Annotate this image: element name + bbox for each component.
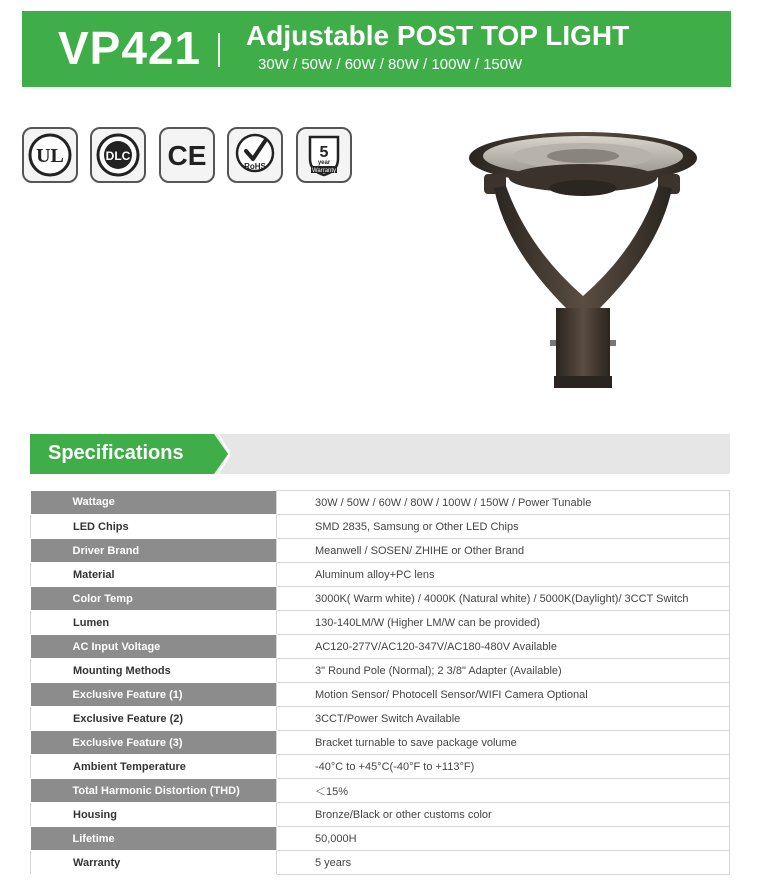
spec-value: 3" Round Pole (Normal); 2 3/8" Adapter (Available) bbox=[277, 659, 730, 683]
spec-row bbox=[31, 587, 730, 611]
spec-value: Bracket turnable to save package volume bbox=[277, 731, 730, 755]
spec-value: 50,000H bbox=[277, 827, 730, 851]
spec-label: Warranty bbox=[31, 851, 277, 875]
spec-value: Motion Sensor/ Photocell Sensor/WIFI Camera Optional bbox=[277, 683, 730, 707]
specifications-table bbox=[30, 490, 730, 875]
spec-label: Ambient Temperature bbox=[31, 755, 277, 779]
spec-label: Housing bbox=[31, 803, 277, 827]
warranty-number: 5 bbox=[319, 144, 329, 161]
spec-value: Aluminum alloy+PC lens bbox=[277, 563, 730, 587]
spec-value: SMD 2835, Samsung or Other LED Chips bbox=[277, 515, 730, 539]
rohs-logo bbox=[227, 127, 283, 183]
specifications-title: Specifications bbox=[48, 442, 184, 464]
warranty-5-year-icon bbox=[296, 127, 352, 183]
rohs-logo-text: RoHS bbox=[244, 162, 266, 171]
warranty-year: year bbox=[317, 160, 331, 166]
spec-label: AC Input Voltage bbox=[31, 635, 277, 659]
spec-label: Exclusive Feature (1) bbox=[31, 683, 277, 707]
spec-label: Total Harmonic Distortion (THD) bbox=[31, 779, 277, 803]
spec-value: 3000K( Warm white) / 4000K (Natural white) / 5000K(Daylight)/ 3CCT Switch bbox=[277, 587, 730, 611]
spec-value: 3CCT/Power Switch Available bbox=[277, 707, 730, 731]
spec-row bbox=[31, 707, 730, 731]
spec-row bbox=[31, 539, 730, 563]
spec-row bbox=[31, 659, 730, 683]
spec-row bbox=[31, 803, 730, 827]
spec-label: Mounting Methods bbox=[31, 659, 277, 683]
spec-row bbox=[31, 851, 730, 875]
spec-label: Exclusive Feature (2) bbox=[31, 707, 277, 731]
spec-value: Bronze/Black or other customs color bbox=[277, 803, 730, 827]
spec-value: AC120-277V/AC120-347V/AC180-480V Available bbox=[277, 635, 730, 659]
header-divider bbox=[218, 33, 220, 67]
header-banner bbox=[22, 11, 731, 87]
spec-label: Material bbox=[31, 563, 277, 587]
spec-value: 30W / 50W / 60W / 80W / 100W / 150W / Power Tunable bbox=[277, 491, 730, 515]
spec-value: -40°C to +45°C(-40°F to +113°F) bbox=[277, 755, 730, 779]
spec-row bbox=[31, 755, 730, 779]
spec-row bbox=[31, 731, 730, 755]
spec-row bbox=[31, 779, 730, 803]
spec-row bbox=[31, 683, 730, 707]
spec-label: Lumen bbox=[31, 611, 277, 635]
ul-logo-text: UL bbox=[36, 145, 64, 167]
spec-row bbox=[31, 563, 730, 587]
spec-label: LED Chips bbox=[31, 515, 277, 539]
ce-logo bbox=[159, 127, 215, 183]
spec-row bbox=[31, 611, 730, 635]
spec-row bbox=[31, 635, 730, 659]
ul-logo bbox=[22, 127, 78, 183]
spec-value: 130-140LM/W (Higher LM/W can be provided) bbox=[277, 611, 730, 635]
wattage-options: 30W / 50W / 60W / 80W / 100W / 150W bbox=[258, 56, 523, 73]
product-title: Adjustable POST TOP LIGHT bbox=[246, 20, 630, 51]
product-image bbox=[466, 128, 700, 397]
spec-row bbox=[31, 827, 730, 851]
dlc-logo-text: DLC bbox=[105, 149, 131, 163]
spec-value: 5 years bbox=[277, 851, 730, 875]
spec-value: Meanwell / SOSEN/ ZHIHE or Other Brand bbox=[277, 539, 730, 563]
ce-logo-text: CE bbox=[167, 140, 207, 171]
spec-label: Color Temp bbox=[31, 587, 277, 611]
spec-label: Lifetime bbox=[31, 827, 277, 851]
spec-row bbox=[31, 515, 730, 539]
specifications-banner bbox=[30, 434, 730, 474]
spec-value: ＜15% bbox=[277, 779, 730, 803]
spec-row bbox=[31, 491, 730, 515]
model-number: VP421 bbox=[58, 22, 202, 74]
dlc-logo bbox=[90, 127, 146, 183]
spec-label: Wattage bbox=[31, 491, 277, 515]
spec-label: Driver Brand bbox=[31, 539, 277, 563]
warranty-word: Warranty bbox=[311, 168, 337, 174]
spec-label: Exclusive Feature (3) bbox=[31, 731, 277, 755]
